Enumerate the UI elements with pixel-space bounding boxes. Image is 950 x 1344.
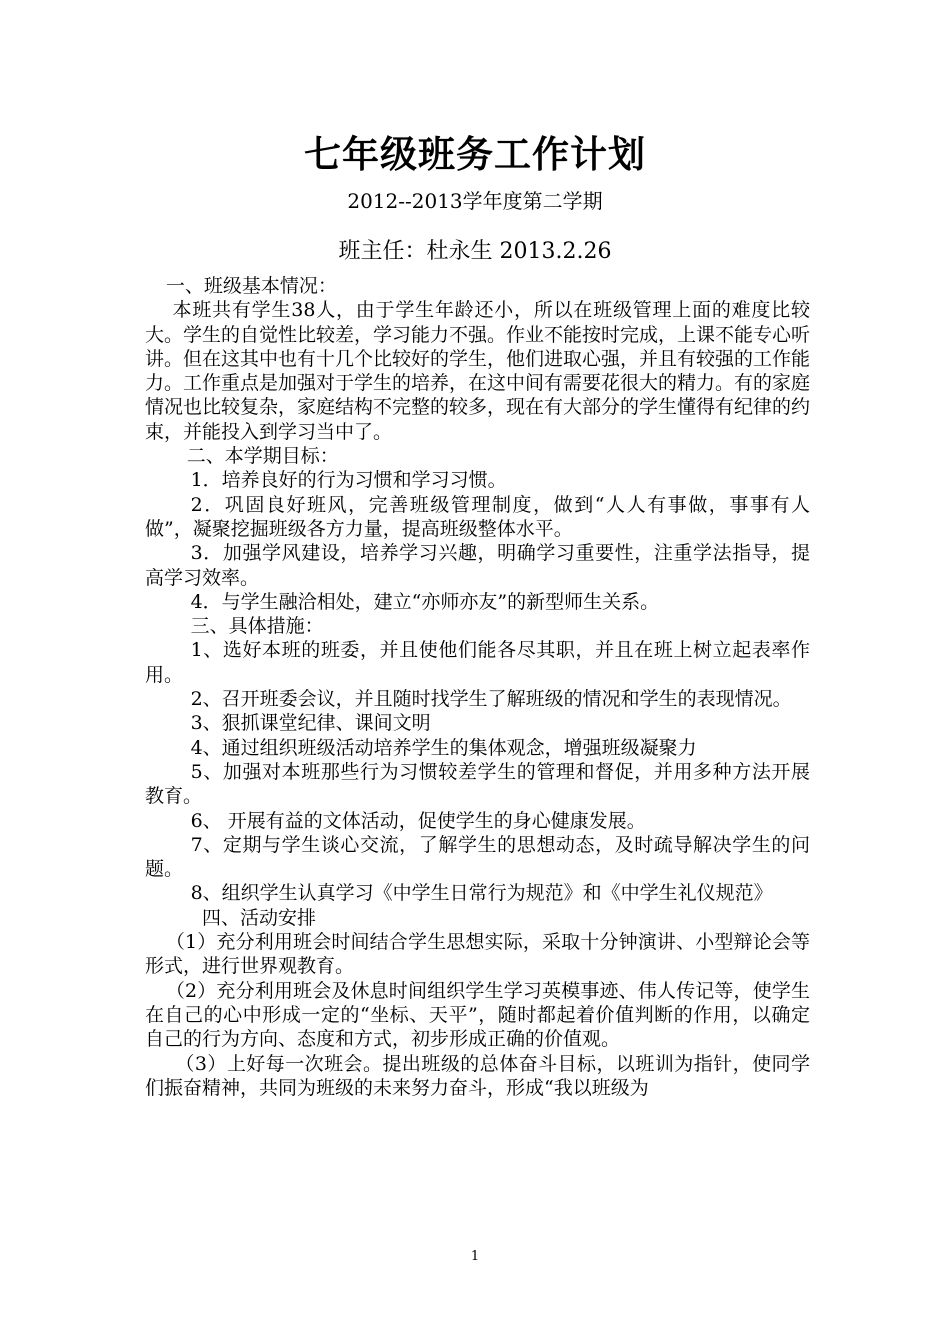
section-heading-4: 四、活动安排: [202, 906, 317, 929]
list-item: 6、 开展有益的文体活动，促使学生的身心健康发展。: [190, 809, 646, 832]
list-item: （3）上好每一次班会。提出班级的总体奋斗目标，以班训为指针，使同学们振奋精神，共同为班级的未来努力奋斗，形成“我以班级为: [145, 1052, 810, 1099]
list-item: 4．与学生融洽相处，建立“亦师亦友”的新型师生关系。: [190, 590, 660, 613]
section-heading-3: 三、具体措施：: [190, 615, 324, 638]
section-heading-2: 二、本学期目标：: [186, 445, 339, 468]
list-item: （1）充分利用班会时间结合学生思想实际，采取十分钟演讲、小型辩论会等形式，进行世界观教育。: [145, 931, 810, 978]
teacher-line: 班主任：杜永生 2013.2.26: [338, 239, 612, 264]
list-item: 5、加强对本班那些行为习惯较差学生的管理和督促，并用多种方法开展教育。: [145, 760, 810, 808]
list-item: 2、召开班委会议，并且随时找学生了解班级的情况和学生的表现情况。: [190, 688, 792, 711]
section-heading-1: 一、班级基本情况：: [165, 275, 337, 297]
document-title: 七年级班务工作计划: [304, 133, 646, 176]
list-item: 2．巩固良好班风，完善班级管理制度，做到“人人有事做，事事有人做”，凝聚挖掘班级各方力量，提高班级整体水平。: [145, 493, 810, 540]
list-item: 4、通过组织班级活动培养学生的集体观念，增强班级凝聚力: [190, 736, 697, 759]
document-body: [145, 274, 810, 1100]
list-item: 7、定期与学生谈心交流，了解学生的思想动态，及时疏导解决学生的问题。: [145, 833, 810, 881]
paragraph: 本班共有学生38人，由于学生年龄还小，所以在班级管理上面的难度比较大。学生的自觉性比较差，学习能力不强。作业不能按时完成，上课不能专心听讲。但在这其中也有十几个比较好的学生，他们进取心强，并且有较强的工作能力。工作重点是加强对于学生的培养，在这中间有需要花很大的精力。有的家庭情况也比较复杂，家庭结构不完整的较多，现在有大部分的学生懂得有纪律的约束，并能投入到学习当中了。: [145, 299, 811, 443]
list-item: （2）充分利用班会及休息时间组织学生学习英模事迹、伟人传记等，使学生在自己的心中形成一定的“坐标、天平”，随时都起着价值判断的作用，以确定自己的行为方向、态度和方式，初步形成正确的价值观。: [145, 979, 810, 1051]
list-item: 1、选好本班的班委，并且使他们能各尽其职，并且在班上树立起表率作用。: [145, 639, 810, 686]
list-item: 8、组织学生认真学习《中学生日常行为规范》和《中学生礼仪规范》: [190, 882, 773, 905]
list-item: 3、狠抓课堂纪律、课间文明: [190, 712, 431, 735]
list-item: 1．培养良好的行为习惯和学习习惯。: [190, 469, 507, 492]
page-number: 1: [470, 1249, 480, 1264]
list-item: 3．加强学风建设，培养学习兴趣，明确学习重要性，注重学法指导，提高学习效率。: [145, 542, 810, 589]
document-subtitle: 2012--2013学年度第二学期: [347, 189, 603, 213]
